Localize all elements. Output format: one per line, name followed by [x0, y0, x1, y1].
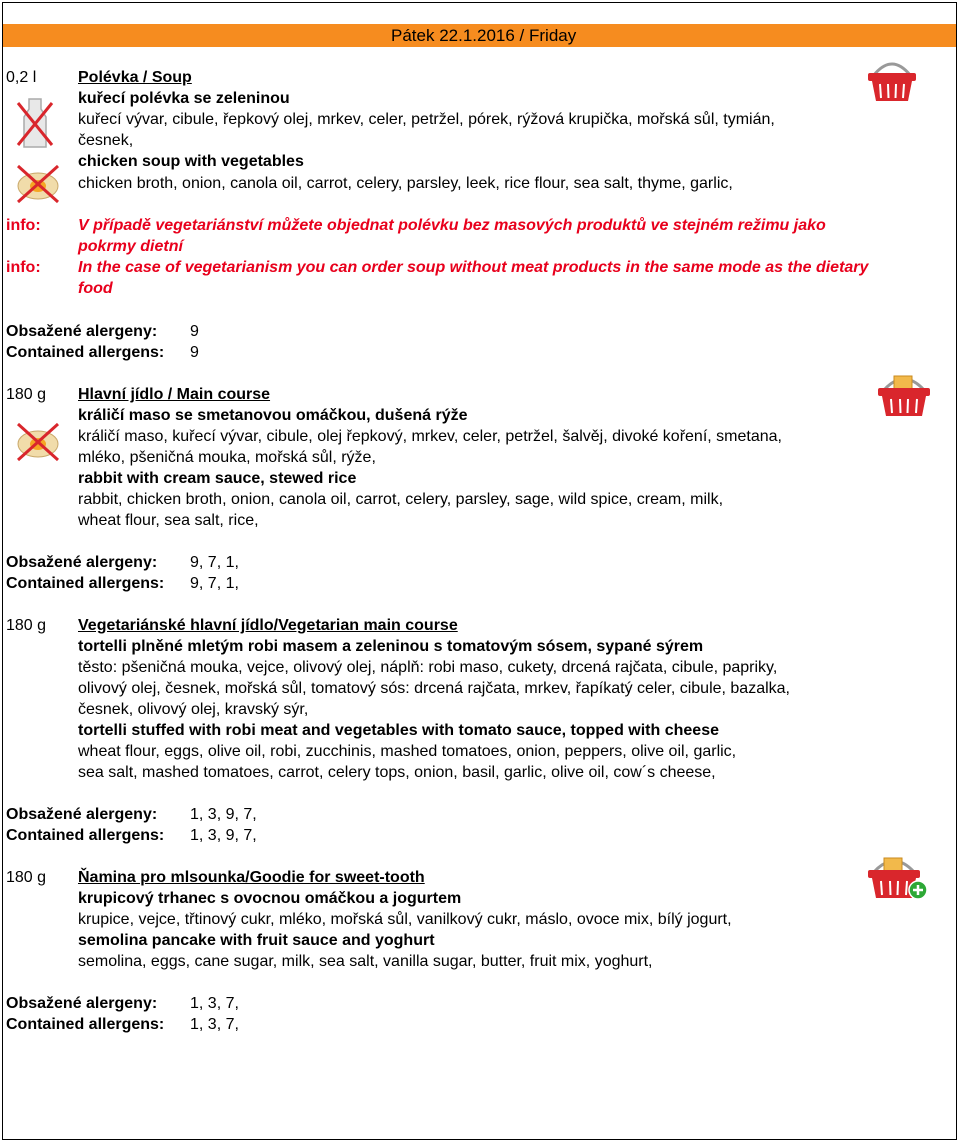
main-allergens-en-value: 9, 7, 1,	[190, 575, 239, 592]
veg-ingredients-en-2: sea salt, mashed tomatoes, carrot, celery tops, onion, basil, garlic, olive oil, cow´s cheese,	[78, 764, 716, 781]
veg-ingredients-cz-3: česnek, olivový olej, kravský sýr,	[78, 701, 309, 718]
main-allergens-cz-value: 9, 7, 1,	[190, 554, 239, 571]
main-portion: 180 g	[6, 386, 47, 403]
shopping-basket-icon[interactable]	[864, 55, 920, 105]
veg-ingredients-cz-1: těsto: pšeničná mouka, vejce, olivový olej, náplň: robi maso, cukety, drcená rajčata, cibule, papriky,	[78, 659, 778, 676]
no-egg-icon	[12, 418, 64, 464]
soup-allergens-en-label: Contained allergens:	[6, 344, 165, 361]
info-label-1: info:	[6, 217, 41, 234]
date-header	[3, 24, 956, 47]
soup-info-cz-1: V případě vegetariánství můžete objednat polévku bez masových produktů ve stejném režimu jako	[78, 217, 826, 234]
basket-with-plus-icon[interactable]	[864, 850, 930, 902]
main-ingredients-cz-1: králičí maso, kuřecí vývar, cibule, olej řepkový, mrkev, celer, petržel, šalvěj, divoké koření, smetana,	[78, 428, 782, 445]
no-egg-icon	[12, 160, 64, 206]
veg-category: Vegetariánské hlavní jídlo/Vegetarian main course	[78, 617, 458, 634]
veg-allergens-cz-value: 1, 3, 9, 7,	[190, 806, 257, 823]
date-title: Pátek 22.1.2016 / Friday	[391, 26, 577, 45]
no-milk-icon	[14, 95, 56, 151]
main-allergens-cz-label: Obsažené alergeny:	[6, 554, 158, 571]
soup-allergens-en-value: 9	[190, 344, 199, 361]
soup-portion: 0,2 l	[6, 69, 37, 86]
info-label-2: info:	[6, 259, 41, 276]
dessert-allergens-en-value: 1, 3, 7,	[190, 1016, 239, 1033]
main-name-en: rabbit with cream sauce, stewed rice	[78, 470, 357, 487]
dessert-category: Ňamina pro mlsounka/Goodie for sweet-tooth	[78, 869, 425, 886]
dessert-allergens-cz-value: 1, 3, 7,	[190, 995, 239, 1012]
main-ingredients-en-1: rabbit, chicken broth, onion, canola oil, carrot, celery, parsley, sage, wild spice, cream, milk,	[78, 491, 724, 508]
main-allergens-en-label: Contained allergens:	[6, 575, 165, 592]
soup-ingredients-cz-2: česnek,	[78, 132, 134, 149]
dessert-name-en: semolina pancake with fruit sauce and yoghurt	[78, 932, 435, 949]
dessert-ingredients-cz: krupice, vejce, třtinový cukr, mléko, mořská sůl, vanilkový cukr, máslo, ovoce mix, bílý jogurt,	[78, 911, 732, 928]
veg-ingredients-en-1: wheat flour, eggs, olive oil, robi, zucchinis, mashed tomatoes, onion, peppers, olive oil, garlic,	[78, 743, 737, 760]
dessert-ingredients-en: semolina, eggs, cane sugar, milk, sea salt, vanilla sugar, butter, fruit mix, yoghurt,	[78, 953, 653, 970]
dessert-name-cz: krupicový trhanec s ovocnou omáčkou a jogurtem	[78, 890, 462, 907]
main-category: Hlavní jídlo / Main course	[78, 386, 271, 403]
veg-allergens-cz-label: Obsažené alergeny:	[6, 806, 158, 823]
soup-allergens-cz-value: 9	[190, 323, 199, 340]
soup-info-en-1: In the case of vegetarianism you can order soup without meat products in the same mode as the dietary	[78, 259, 869, 276]
veg-name-cz: tortelli plněné mletým robi masem a zeleninou s tomatovým sósem, sypané sýrem	[78, 638, 704, 655]
dessert-allergens-cz-label: Obsažené alergeny:	[6, 995, 158, 1012]
veg-portion: 180 g	[6, 617, 47, 634]
soup-ingredients-cz-1: kuřecí vývar, cibule, řepkový olej, mrkev, celer, petržel, pórek, rýžová krupička, mořská sůl, tymián,	[78, 111, 775, 128]
main-name-cz: králičí maso se smetanovou omáčkou, dušená rýže	[78, 407, 468, 424]
basket-with-box-icon[interactable]	[874, 368, 934, 418]
soup-info-en-2: food	[78, 280, 113, 297]
soup-allergens-cz-label: Obsažené alergeny:	[6, 323, 158, 340]
soup-ingredients-en: chicken broth, onion, canola oil, carrot, celery, parsley, leek, rice flour, sea salt, thyme, garlic,	[78, 175, 733, 192]
soup-info-cz-2: pokrmy dietní	[78, 238, 183, 255]
main-ingredients-en-2: wheat flour, sea salt, rice,	[78, 512, 259, 529]
veg-name-en: tortelli stuffed with robi meat and vegetables with tomato sauce, topped with cheese	[78, 722, 719, 739]
dessert-portion: 180 g	[6, 869, 47, 886]
main-ingredients-cz-2: mléko, pšeničná mouka, mořská sůl, rýže,	[78, 449, 376, 466]
soup-name-en: chicken soup with vegetables	[78, 153, 304, 170]
veg-ingredients-cz-2: olivový olej, česnek, mořská sůl, tomatový sós: drcená rajčata, mrkev, řapíkatý celer, cibule, bazalka,	[78, 680, 790, 697]
veg-allergens-en-label: Contained allergens:	[6, 827, 165, 844]
soup-name-cz: kuřecí polévka se zeleninou	[78, 90, 290, 107]
soup-category: Polévka / Soup	[78, 69, 192, 86]
dessert-allergens-en-label: Contained allergens:	[6, 1016, 165, 1033]
veg-allergens-en-value: 1, 3, 9, 7,	[190, 827, 257, 844]
